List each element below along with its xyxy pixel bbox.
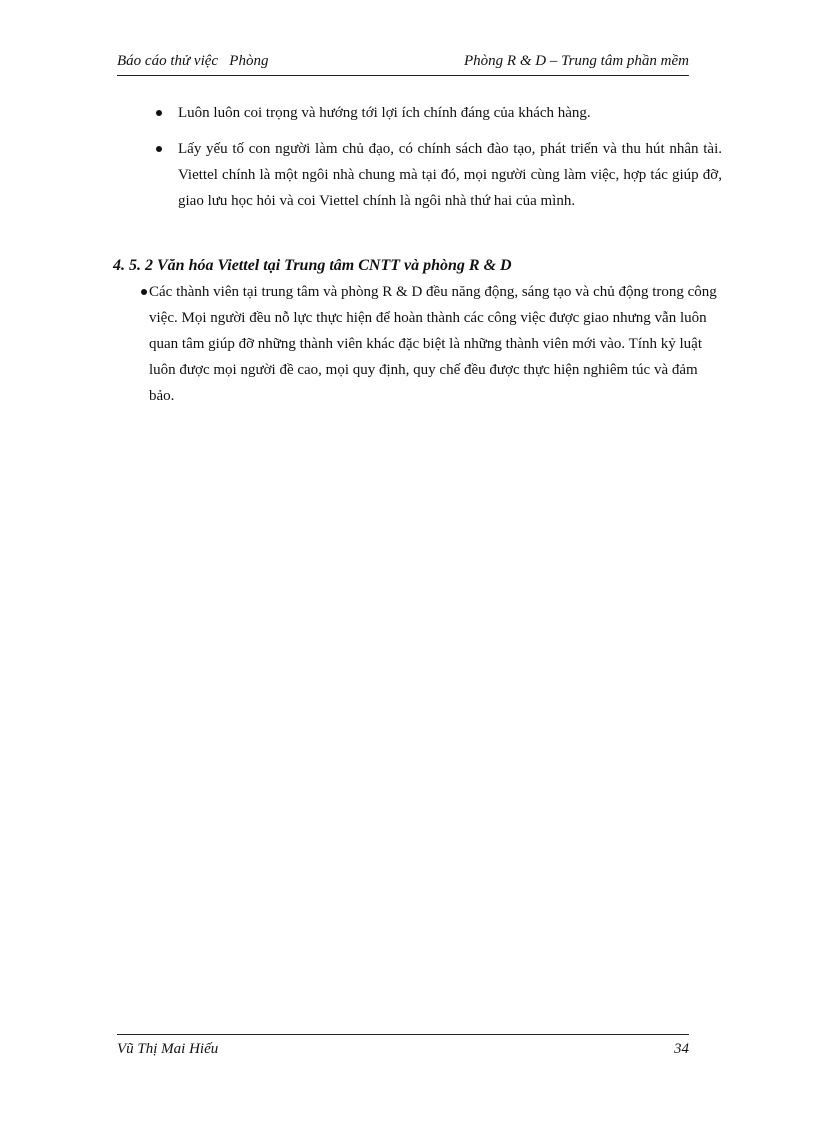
- list-item: [138, 279, 722, 409]
- list-item-text: Lấy yếu tố con người làm chủ đạo, có chính sách đào tạo, phát triển và thu hút nhân tài. Viettel chính là một ngôi nhà chung mà tại đó, mọi người cùng làm việc, hợp tác giúp đỡ, giao lưu học hỏi và coi Viettel chính là ngôi nhà thứ hai của mình.: [178, 141, 722, 209]
- bullet-icon: [156, 110, 162, 116]
- bullet-list-values: [155, 100, 722, 224]
- bullet-list-culture: [138, 279, 722, 409]
- bullet-icon: [141, 289, 147, 295]
- page-number: 34: [674, 1041, 689, 1057]
- list-item-text: Các thành viên tại trung tâm và phòng R & D đều năng động, sáng tạo và chủ động trong công việc. Mọi người đều nỗ lực thực hiện để hoàn thành các công việc được giao nhưng vẫn luôn quan tâm giúp đỡ những thành viên khác đặc biệt là những thành viên mới vào. Tính kỷ luật luôn được mọi người đề cao, mọi quy định, quy chế đều được thực hiện nghiêm túc và đảm bảo.: [149, 284, 717, 404]
- bullet-icon: [156, 146, 162, 152]
- header-department: Phòng R & D – Trung tâm phần mềm: [464, 53, 689, 69]
- footer-divider: [117, 1034, 689, 1035]
- header-divider: [117, 75, 689, 76]
- list-item: [155, 136, 722, 214]
- list-item: [155, 100, 722, 126]
- footer-author: Vũ Thị Mai Hiếu: [117, 1041, 219, 1057]
- section-heading: 4. 5. 2 Văn hóa Viettel tại Trung tâm CNTT và phòng R & D: [113, 257, 512, 274]
- header-report-title: Báo cáo thử việc Phòng: [117, 53, 269, 69]
- list-item-text: Luôn luôn coi trọng và hướng tới lợi ích chính đáng của khách hàng.: [178, 105, 591, 121]
